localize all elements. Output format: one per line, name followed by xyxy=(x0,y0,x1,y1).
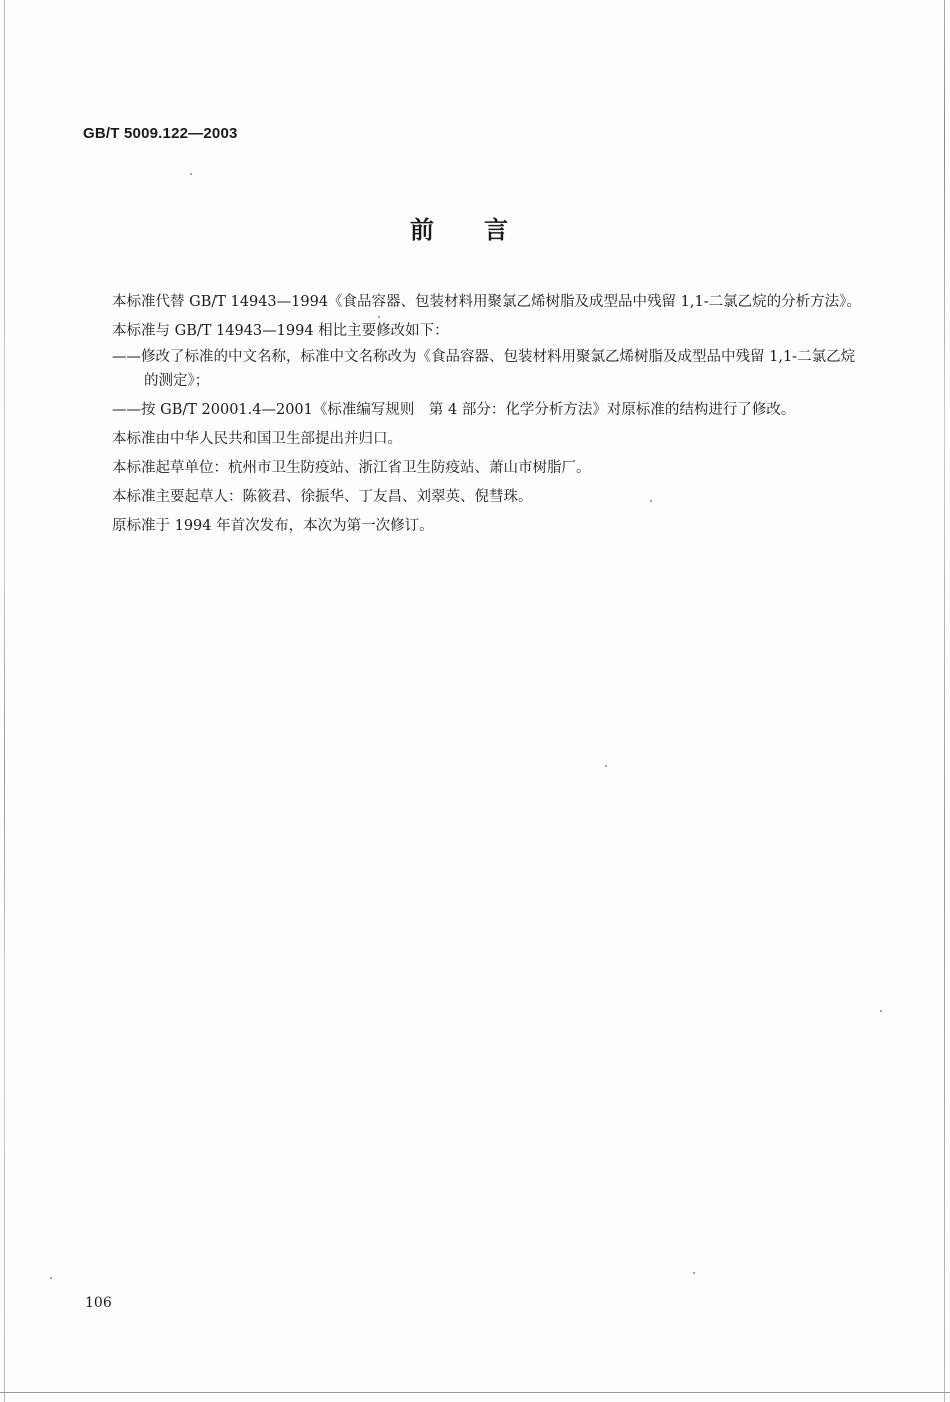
scan-speck xyxy=(650,500,652,502)
page-edge-left xyxy=(4,0,5,1402)
change-item: ——按 GB/T 20001.4—2001《标准编写规则 第 4 部分：化学分析方法》对原标准的结构进行了修改。 xyxy=(112,402,796,418)
paragraph-proposer: 本标准由中华人民共和国卫生部提出并归口。 xyxy=(112,431,402,447)
standard-number: GB/T 5009.122—2003 xyxy=(83,125,238,142)
paragraph-history: 原标准于 1994 年首次发布，本次为第一次修订。 xyxy=(112,518,434,534)
scan-speck xyxy=(50,1277,52,1279)
paragraph-drafters: 本标准主要起草人：陈筱君、徐振华、丁友昌、刘翠英、倪彗珠。 xyxy=(112,489,533,505)
page-number: 106 xyxy=(85,1295,112,1311)
scan-speck xyxy=(693,1272,695,1274)
scan-speck xyxy=(605,765,607,767)
page-title: 前言 xyxy=(410,216,558,244)
scan-speck xyxy=(190,173,192,175)
page-edge-right xyxy=(944,0,945,1402)
scan-speck xyxy=(880,1010,882,1012)
page-edge-bottom xyxy=(0,1392,950,1393)
change-item: ——修改了标准的中文名称，标准中文名称改为《食品容器、包装材料用聚氯乙烯树脂及成型品中残留 1,1-二氯乙烷的测定》； xyxy=(112,349,856,389)
paragraph-drafting-units: 本标准起草单位：杭州市卫生防疫站、浙江省卫生防疫站、萧山市树脂厂。 xyxy=(112,460,591,476)
paragraph-replaces: 本标准代替 GB/T 14943—1994《食品容器、包装材料用聚氯乙烯树脂及成型品中残留 1,1-二氯乙烷的分析方法》。 xyxy=(112,294,861,310)
scan-speck xyxy=(378,316,380,318)
foreword-body xyxy=(82,290,862,543)
paragraph-changes-intro: 本标准与 GB/T 14943—1994 相比主要修改如下： xyxy=(112,323,449,339)
